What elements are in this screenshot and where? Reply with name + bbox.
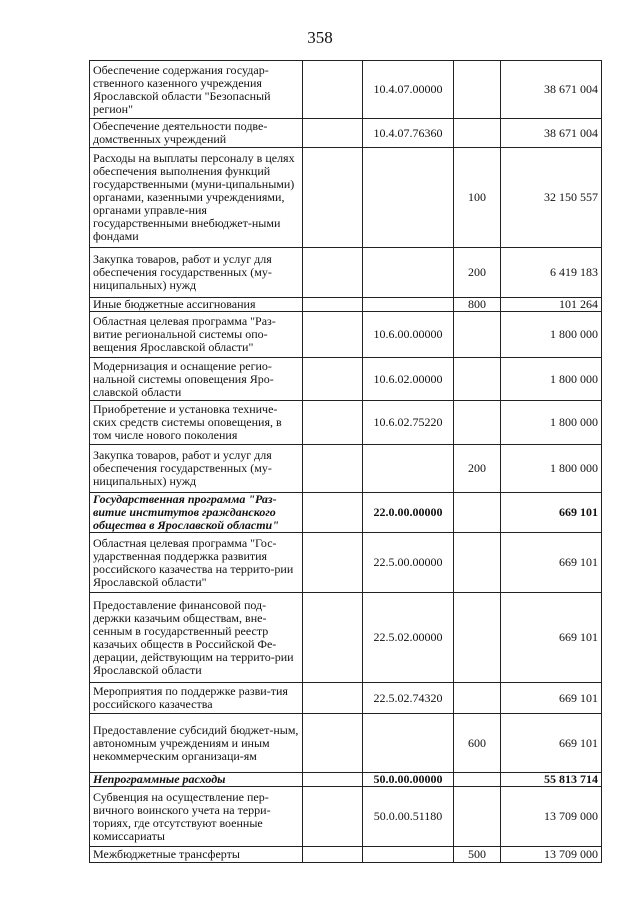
- row-target-code: [363, 714, 454, 773]
- row-blank-cell: [303, 298, 363, 312]
- row-name: Модернизация и оснащение регио-нальной системы оповещения Яро-славской области: [90, 358, 303, 401]
- table-row: [90, 298, 602, 312]
- row-blank-cell: [303, 148, 363, 248]
- row-expense-type: [454, 683, 501, 714]
- row-blank-cell: [303, 61, 363, 119]
- table-row: [90, 533, 602, 593]
- row-blank-cell: [303, 493, 363, 533]
- row-blank-cell: [303, 119, 363, 148]
- row-target-code: 10.4.07.76360: [363, 119, 454, 148]
- row-amount: 38 671 004: [501, 119, 602, 148]
- budget-table: [89, 60, 602, 863]
- row-expense-type: [454, 61, 501, 119]
- row-target-code: [363, 445, 454, 493]
- row-amount: 13 709 000: [501, 847, 602, 863]
- page-number: 358: [307, 28, 333, 47]
- row-amount: 55 813 714: [501, 773, 602, 787]
- row-blank-cell: [303, 773, 363, 787]
- row-name: Расходы на выплаты персоналу в целях обеспечения выполнения функций государственными (муни-ципальными) органами, казенными учреждениями, органами управле-ния государственными внебюджет-ными фондами: [90, 148, 303, 248]
- row-target-code: [363, 248, 454, 298]
- row-amount: 101 264: [501, 298, 602, 312]
- row-target-code: [363, 847, 454, 863]
- row-blank-cell: [303, 358, 363, 401]
- row-name: Областная целевая программа "Гос-ударственная поддержка развития российского казачества на террито-рии Ярославской области": [90, 533, 303, 593]
- row-name: Мероприятия по поддержке разви-тия российского казачества: [90, 683, 303, 714]
- row-target-code: 10.6.02.00000: [363, 358, 454, 401]
- row-expense-type: 800: [454, 298, 501, 312]
- row-blank-cell: [303, 248, 363, 298]
- row-name: Субвенция на осуществление пер-вичного воинского учета на терри-ториях, где отсутствуют военные комиссариаты: [90, 787, 303, 847]
- row-blank-cell: [303, 312, 363, 358]
- row-expense-type: [454, 533, 501, 593]
- row-expense-type: [454, 787, 501, 847]
- row-amount: 669 101: [501, 683, 602, 714]
- row-blank-cell: [303, 683, 363, 714]
- table-row: [90, 248, 602, 298]
- table-row: [90, 401, 602, 445]
- table-row: [90, 445, 602, 493]
- row-target-code: 22.5.02.00000: [363, 593, 454, 683]
- table-row: [90, 312, 602, 358]
- row-expense-type: [454, 119, 501, 148]
- row-blank-cell: [303, 787, 363, 847]
- row-name: Приобретение и установка техниче-ских средств системы оповещения, в том числе нового поколения: [90, 401, 303, 445]
- row-target-code: 50.0.00.00000: [363, 773, 454, 787]
- budget-table-body: [90, 61, 602, 863]
- table-row: [90, 773, 602, 787]
- row-target-code: [363, 298, 454, 312]
- row-name: Областная целевая программа "Раз-витие региональной системы опо-вещения Ярославской области": [90, 312, 303, 358]
- row-target-code: 50.0.00.51180: [363, 787, 454, 847]
- row-expense-type: [454, 493, 501, 533]
- row-expense-type: [454, 312, 501, 358]
- row-expense-type: [454, 773, 501, 787]
- row-blank-cell: [303, 401, 363, 445]
- row-name: Иные бюджетные ассигнования: [90, 298, 303, 312]
- row-expense-type: [454, 401, 501, 445]
- row-target-code: 10.6.00.00000: [363, 312, 454, 358]
- row-amount: 32 150 557: [501, 148, 602, 248]
- row-amount: 669 101: [501, 593, 602, 683]
- row-blank-cell: [303, 445, 363, 493]
- row-amount: 1 800 000: [501, 312, 602, 358]
- row-name: Обеспечение деятельности подве-домственных учреждений: [90, 119, 303, 148]
- row-target-code: 10.6.02.75220: [363, 401, 454, 445]
- table-row: [90, 847, 602, 863]
- row-expense-type: 100: [454, 148, 501, 248]
- row-expense-type: 500: [454, 847, 501, 863]
- table-row: [90, 683, 602, 714]
- row-amount: 669 101: [501, 493, 602, 533]
- row-name: Закупка товаров, работ и услуг для обеспечения государственных (му-ниципальных) нужд: [90, 248, 303, 298]
- row-amount: 1 800 000: [501, 358, 602, 401]
- row-amount: 669 101: [501, 714, 602, 773]
- table-row: [90, 714, 602, 773]
- row-amount: 1 800 000: [501, 401, 602, 445]
- row-expense-type: 200: [454, 248, 501, 298]
- row-expense-type: 200: [454, 445, 501, 493]
- row-expense-type: [454, 593, 501, 683]
- row-amount: 669 101: [501, 533, 602, 593]
- row-name: Обеспечение содержания государ-ственного казенного учреждения Ярославской области "Безопасный регион": [90, 61, 303, 119]
- table-row: [90, 61, 602, 119]
- table-row: [90, 148, 602, 248]
- table-row: [90, 119, 602, 148]
- row-amount: 13 709 000: [501, 787, 602, 847]
- table-row: [90, 493, 602, 533]
- row-name: Закупка товаров, работ и услуг для обеспечения государственных (му-ниципальных) нужд: [90, 445, 303, 493]
- row-name: Непрограммные расходы: [90, 773, 303, 787]
- row-target-code: 10.4.07.00000: [363, 61, 454, 119]
- row-amount: 1 800 000: [501, 445, 602, 493]
- row-blank-cell: [303, 714, 363, 773]
- row-name: Предоставление субсидий бюджет-ным, автономным учреждениям и иным некоммерческим организаци-ям: [90, 714, 303, 773]
- row-amount: 6 419 183: [501, 248, 602, 298]
- table-row: [90, 787, 602, 847]
- row-amount: 38 671 004: [501, 61, 602, 119]
- row-name: Межбюджетные трансферты: [90, 847, 303, 863]
- table-row: [90, 358, 602, 401]
- row-expense-type: 600: [454, 714, 501, 773]
- row-blank-cell: [303, 847, 363, 863]
- row-target-code: 22.0.00.00000: [363, 493, 454, 533]
- row-expense-type: [454, 358, 501, 401]
- table-row: [90, 593, 602, 683]
- row-target-code: [363, 148, 454, 248]
- row-name: Предоставление финансовой под-держки казачьим обществам, вне-сенным в государственный реестр казачьих обществ в Российской Фе-дерации, действующим на террито-рии Ярославской области: [90, 593, 303, 683]
- row-target-code: 22.5.00.00000: [363, 533, 454, 593]
- row-target-code: 22.5.02.74320: [363, 683, 454, 714]
- row-blank-cell: [303, 593, 363, 683]
- row-blank-cell: [303, 533, 363, 593]
- row-name: Государственная программа "Раз-витие институтов гражданского общества в Ярославской области": [90, 493, 303, 533]
